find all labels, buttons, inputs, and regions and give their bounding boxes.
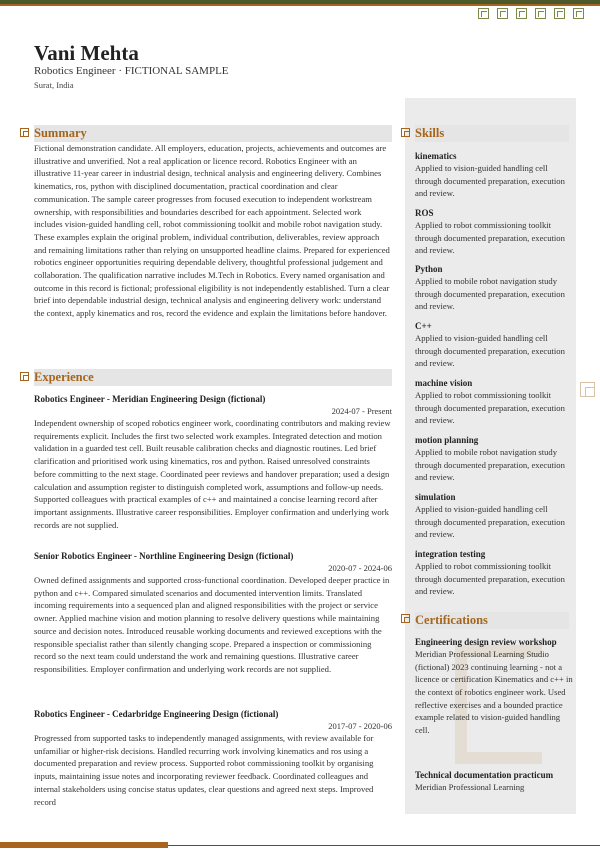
job-dates: 2020-07 - 2024-06: [328, 563, 392, 573]
square-ornament-icon: [497, 8, 508, 19]
square-ornament-icon: [554, 8, 565, 19]
skill-item: [415, 207, 573, 257]
top-accent-stripe: [0, 4, 600, 6]
experience-heading: [34, 369, 392, 386]
skill-name: Python: [415, 264, 443, 274]
job-description: Progressed from supported tasks to independently managed assignments, with review available for unfamiliar or higher-risk decisions. Handled recurring work involving kinematics and ros using a documented preparation and review process. Supported robot commissioning toolkit by organising inputs, maintaining issue notes and incorporating reviewer feedback. Coordinated colleagues and internal stakeholders using concise status updates, clear questions and agreed next steps. Improved record: [34, 733, 374, 807]
square-ornament-icon: [573, 8, 584, 19]
skill-item: [415, 263, 573, 313]
experience-entry: [34, 708, 392, 808]
footer-accent-bar: [0, 842, 168, 848]
certifications-heading-label: Certifications: [415, 613, 488, 627]
skill-description: Applied to robot commissioning toolkit through documented preparation, execution and review.: [415, 220, 565, 256]
experience-heading-label: Experience: [34, 370, 94, 384]
certification-name: Engineering design review workshop: [415, 637, 557, 647]
skills-heading: [415, 125, 569, 142]
section-marker-icon: [401, 128, 410, 137]
section-marker-icon: [20, 372, 29, 381]
skill-description: Applied to vision-guided handling cell through documented preparation, execution and review.: [415, 333, 565, 369]
section-marker-icon: [20, 128, 29, 137]
section-marker-icon: [401, 614, 410, 623]
square-ornament-icon: [535, 8, 546, 19]
job-description: Independent ownership of scoped robotics engineer work, coordinating contributors and making review requirements explicit. Includes the first two selected work examples. Integrated detection and motion validation in a guarded test cell. Built reusable calibration checks and diagnostic routines. Led brief clarification and prioritised work using kinematics, ros and python. Raised unresolved constraints before committing to the next stage. Coordinated peer reviews and handover preparation; used a design calculation and assumption register to distinguish completed work, assumptions and follow-up needs. Supported colleagues with practical examples of c++ and maintained a concise learning record after important assignments. Illustrative career responsibilities. Employer confirmation and underlying work records are not supplied.: [34, 418, 391, 530]
job-description: Owned defined assignments and supported cross-functional coordination. Developed deeper practice in python and c++. Compared simulated scenarios and documented intervention limits. Translated incoming requirements into a sequenced plan and aligned responsibilities with the project or service owner. Applied machine vision and motion planning to resolve delivery questions while maintaining source and decision notes. Introduced reusable working documents and reviewed exceptions with the responsible specialist rather than silently changing scope. Prepared a inspection or commissioning record so the next team could understand the work and remaining questions. Illustrative career responsibilities. Employer confirmation and underlying work records are not supplied.: [34, 575, 390, 674]
skill-name: ROS: [415, 208, 434, 218]
certification-item: [415, 769, 573, 809]
candidate-name: Vani Mehta: [34, 41, 139, 65]
certification-description: Meridian Professional Learning Studio (fictional) 2023 continuing learning - not a licence or certification Kinematics and c++ in the context of robotics engineer work. Used reflective exercises and a bounded practice example related to vision-guided handling cell.: [415, 649, 573, 735]
candidate-title: Robotics Engineer · FICTIONAL SAMPLE: [34, 65, 229, 77]
header-decoration: [478, 8, 584, 19]
skill-description: Applied to vision-guided handling cell through documented preparation, execution and review.: [415, 504, 565, 540]
experience-entry: [34, 550, 392, 676]
skill-item: [415, 434, 573, 484]
summary-text: Fictional demonstration candidate. All employers, education, projects, achievements and outcomes are illustrative and unverified. Not a real application or licence record. Robotics Engineer with an illustrative 11-year career in industrial design, technical analysis and engineering delivery. Combines kinematics, ros, python with disciplined documentation, practical coordination and clear communication. The sample career progresses from focused execution to independent workstream ownership, with responsibilities and boundaries described for each appointment. Selected work includes vision-guided handling cell, robot commissioning toolkit and mobile robot navigation study. These examples explain the original problem, individual contribution, deliverables, review approach and remaining limitations rather than relying on unsupported headline claims. Prepared for experienced robotics engineer opportunities requiring dependable delivery, thoughtful professional judgement and collaboration. The qualification narrative includes M.Tech in Robotics. Every named organisation and outcome in this record is fictional; professional eligibility is not independently established. Turn a clear brief into dependable industrial design, technical analysis and engineering delivery work: understand the context, apply kinematics and ros, record the evidence and explain the limitations before handover.: [34, 143, 390, 319]
certification-item: [415, 636, 573, 736]
skill-name: motion planning: [415, 435, 479, 445]
square-ornament-icon: [516, 8, 527, 19]
job-title: Robotics Engineer - Cedarbridge Engineering Design (fictional): [34, 709, 279, 719]
skill-name: integration testing: [415, 549, 486, 559]
skill-description: Applied to robot commissioning toolkit through documented preparation, execution and review.: [415, 390, 565, 426]
skill-name: machine vision: [415, 378, 473, 388]
skill-item: [415, 377, 573, 427]
skill-description: Applied to mobile robot navigation study through documented preparation, execution and review.: [415, 276, 565, 312]
certifications-heading: [415, 612, 569, 629]
skill-description: Applied to mobile robot navigation study through documented preparation, execution and review.: [415, 447, 565, 483]
skills-heading-label: Skills: [415, 126, 445, 140]
job-title: Senior Robotics Engineer - Northline Engineering Design (fictional): [34, 551, 294, 561]
square-ornament-icon: [478, 8, 489, 19]
skill-name: kinematics: [415, 151, 457, 161]
skill-item: [415, 320, 573, 370]
skill-description: Applied to vision-guided handling cell through documented preparation, execution and review.: [415, 163, 565, 199]
skill-item: [415, 548, 573, 598]
summary-heading: [34, 125, 392, 142]
job-dates: 2024-07 - Present: [331, 406, 392, 416]
job-title: Robotics Engineer - Meridian Engineering Design (fictional): [34, 394, 266, 404]
summary-heading-label: Summary: [34, 126, 87, 140]
certification-description: Meridian Professional Learning: [415, 782, 525, 793]
experience-entry: [34, 393, 392, 531]
job-dates: 2017-07 - 2020-06: [328, 721, 392, 731]
candidate-location: Surat, India: [34, 80, 74, 90]
skill-name: simulation: [415, 492, 456, 502]
skill-name: C++: [415, 321, 432, 331]
footer-rule: [168, 845, 600, 846]
resume-header: [34, 42, 229, 90]
square-ornament-icon: [580, 382, 595, 397]
skill-description: Applied to robot commissioning toolkit through documented preparation, execution and review.: [415, 561, 565, 597]
certification-name: Technical documentation practicum: [415, 770, 554, 780]
skill-item: [415, 150, 573, 200]
skill-item: [415, 491, 573, 541]
